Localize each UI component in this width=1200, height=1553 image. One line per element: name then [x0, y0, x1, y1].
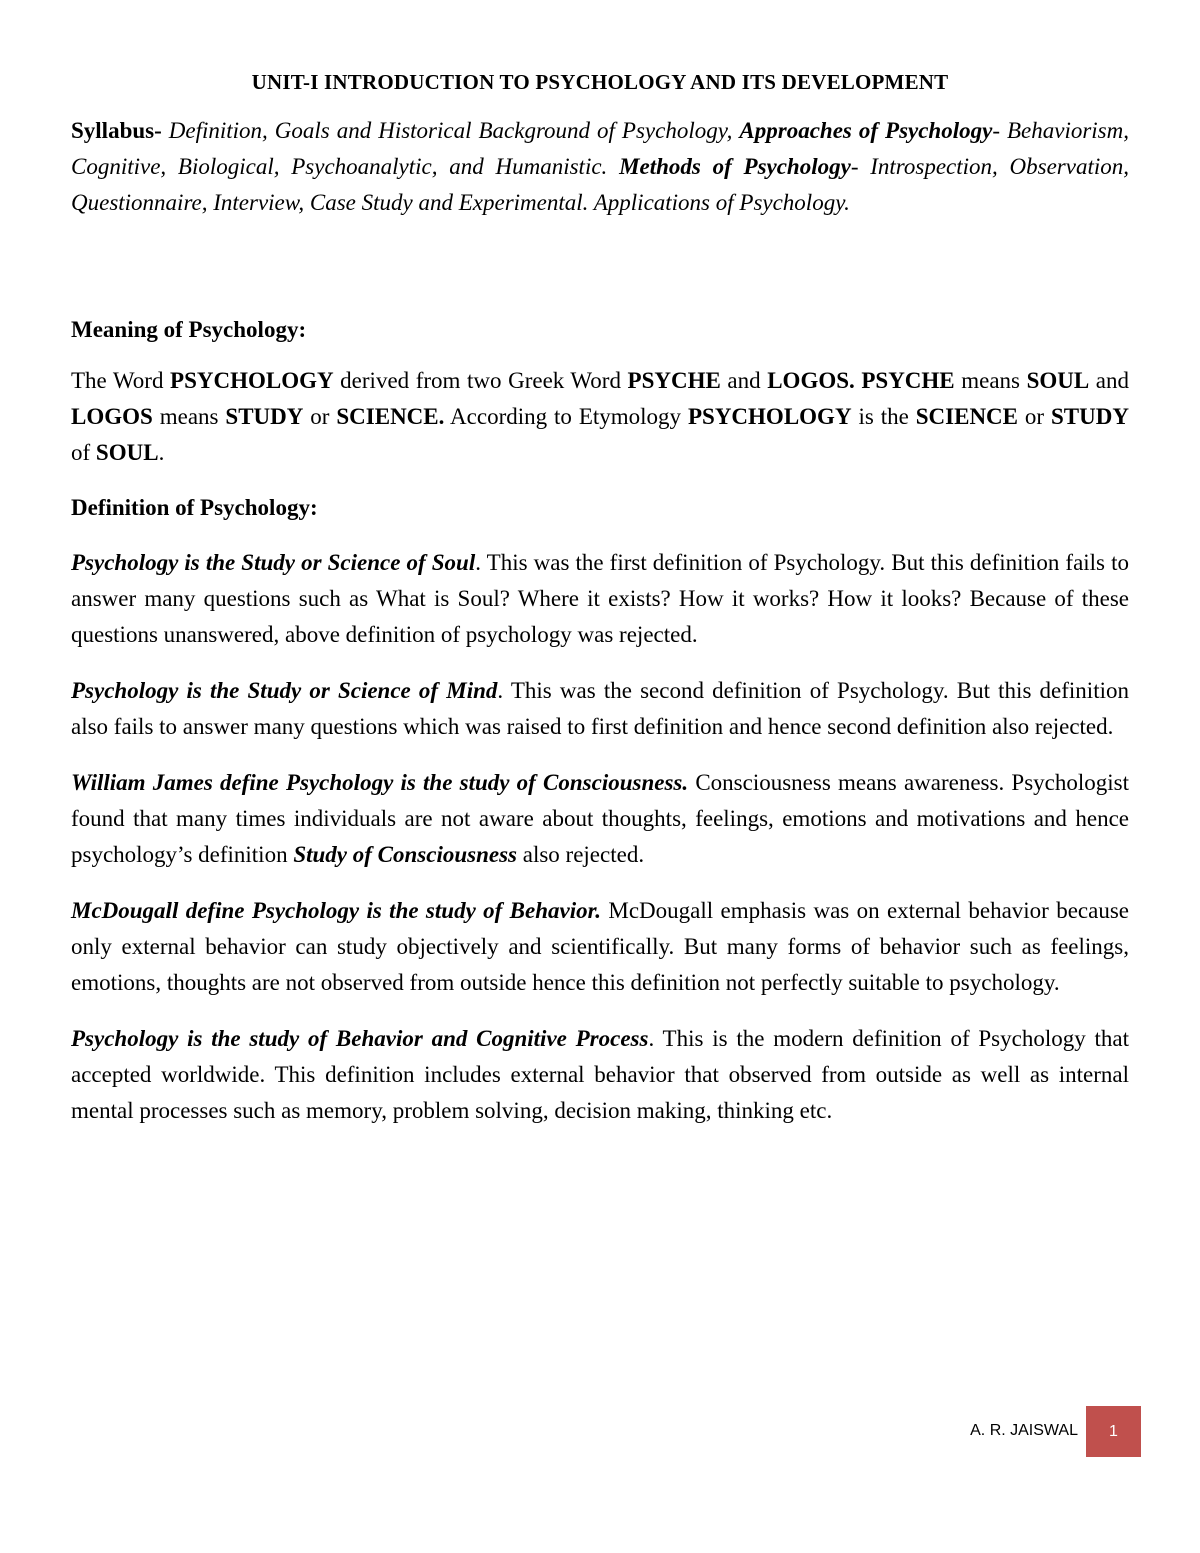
meaning-b5: SOUL: [1026, 368, 1090, 393]
definition-1-title: Psychology is the Study or Science of Soul: [71, 550, 476, 575]
meaning-t1: The Word: [71, 368, 171, 393]
footer-author: A. R. JAISWAL: [970, 1422, 1078, 1439]
meaning-t13: .: [158, 440, 165, 465]
approaches-label: Approaches of Psychology: [739, 118, 993, 143]
definition-2-title: Psychology is the Study or Science of Mind: [71, 678, 498, 703]
definition-5-title: Psychology is the study of Behavior and Cognitive Process: [71, 1026, 649, 1051]
definition-3-emphasis: Study of Consciousness: [293, 842, 517, 867]
meaning-t10: is the: [851, 404, 916, 429]
syllabus-text-2: - Behaviorism, Cognitive, Biological, Psychoanalytic, and Humanistic.: [71, 118, 1129, 179]
meaning-t3: and: [720, 368, 768, 393]
meaning-t9: According to Etymology: [444, 404, 688, 429]
meaning-t6: and: [1089, 368, 1130, 393]
definition-2-text: . This was the second definition of Psychology. But this definition also fails to answer many questions which was raised to first definition and hence second definition also rejected.: [71, 678, 1129, 739]
definition-4-title: McDougall define Psychology is the study of Behavior.: [71, 898, 602, 923]
meaning-t12: of: [71, 440, 96, 465]
page-number-badge: [1086, 1406, 1141, 1457]
definition-3-text: Consciousness means awareness. Psychologist found that many times individuals are not aware about thoughts, feelings, emotions and motivations and hence psychology’s definition: [71, 770, 1129, 867]
meaning-b3: LOGOS.: [767, 368, 855, 393]
syllabus-label: Syllabus-: [71, 118, 162, 143]
definition-paragraph-1: [71, 545, 1129, 653]
meaning-t2: derived from two Greek Word: [333, 368, 628, 393]
meaning-paragraph: [71, 363, 1129, 471]
definition-3-text-2: also rejected.: [517, 842, 645, 867]
meaning-t8: or: [303, 404, 337, 429]
page-content: [71, 70, 1129, 1129]
meaning-b10: SCIENCE: [915, 404, 1019, 429]
definition-paragraph-5: [71, 1021, 1129, 1129]
meaning-b1: PSYCHOLOGY: [170, 368, 334, 393]
meaning-t7: means: [152, 404, 226, 429]
meaning-b4: PSYCHE: [861, 368, 955, 393]
definition-4-text: McDougall emphasis was on external behavior because only external behavior can study objectively and scientifically. But many forms of behavior such as feelings, emotions, thoughts are not observed from outside hence this definition not perfectly suitable to psychology.: [71, 898, 1129, 995]
definition-paragraph-3: [71, 765, 1129, 873]
meaning-b7: STUDY: [225, 404, 304, 429]
definition-paragraph-4: [71, 893, 1129, 1001]
syllabus-paragraph: [71, 113, 1129, 221]
meaning-b12: SOUL: [95, 440, 159, 465]
meaning-heading: Meaning of Psychology:: [71, 317, 307, 342]
meaning-b8: SCIENCE.: [336, 404, 445, 429]
definition-paragraph-2: [71, 673, 1129, 745]
definition-1-text: . This was the first definition of Psychology. But this definition fails to answer many questions such as What is Soul? Where it exists? How it works? How it looks? Because of these questions unanswered, above definition of psychology was rejected.: [71, 550, 1129, 647]
methods-label: Methods of Psychology: [619, 154, 851, 179]
document-title: UNIT-I INTRODUCTION TO PSYCHOLOGY AND ITS DEVELOPMENT: [251, 70, 949, 94]
syllabus-text-1: Definition, Goals and Historical Background of Psychology,: [161, 118, 740, 143]
definition-heading: Definition of Psychology:: [71, 495, 318, 520]
meaning-b2: PSYCHE: [627, 368, 721, 393]
meaning-b11: STUDY: [1051, 404, 1129, 429]
definition-5-text: . This is the modern definition of Psychology that accepted worldwide. This definition includes external behavior that observed from outside as well as internal mental processes such as memory, problem solving, decision making, thinking etc.: [71, 1026, 1129, 1123]
meaning-t5: means: [954, 368, 1027, 393]
definition-3-title: William James define Psychology is the study of Consciousness.: [71, 770, 689, 795]
meaning-b9: PSYCHOLOGY: [687, 404, 852, 429]
meaning-t11: or: [1018, 404, 1052, 429]
meaning-b6: LOGOS: [71, 404, 153, 429]
page-number: 1: [1109, 1422, 1118, 1440]
syllabus-text-3: - Introspection, Observation, Questionnaire, Interview, Case Study and Experimental. Applications of Psychology.: [71, 154, 1129, 215]
